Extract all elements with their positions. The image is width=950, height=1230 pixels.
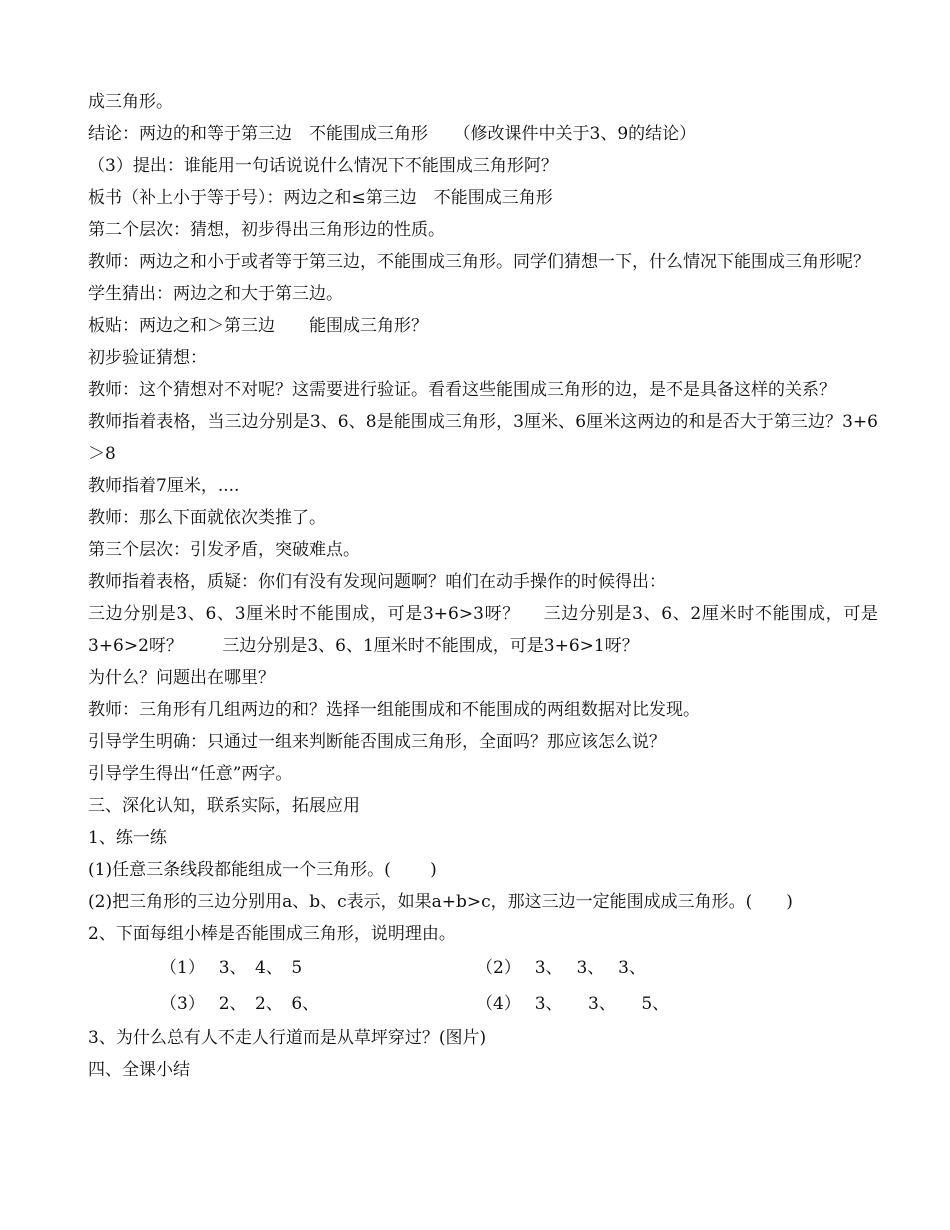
text-line: 结论：两边的和等于第三边 不能围成三角形 （修改课件中关于3、9的结论） bbox=[88, 124, 697, 144]
stick-group: （3） 2、 2、 6、 bbox=[160, 994, 320, 1014]
text-line: （3）提出：谁能用一句话说说什么情况下不能围成三角形阿？ bbox=[88, 156, 558, 176]
text-line: 引导学生明确：只通过一组来判断能否围成三角形，全面吗？那应该怎么说？ bbox=[88, 732, 666, 752]
text-line: 教师：这个猜想对不对呢？这需要进行验证。看看这些能围成三角形的边，是不是具备这样的关系？ bbox=[88, 380, 836, 400]
document-page bbox=[88, 86, 878, 1086]
section-heading: 三、深化认知，联系实际，拓展应用 bbox=[88, 796, 360, 816]
text-line: 板书（补上小于等于号）：两边之和≤第三边 不能围成三角形 bbox=[88, 188, 553, 208]
stick-row bbox=[88, 950, 878, 986]
text-line: 引导学生得出“任意”两字。 bbox=[88, 764, 293, 784]
text-line: 学生猜出：两边之和大于第三边。 bbox=[88, 284, 343, 304]
text-line: 第二个层次：猜想，初步得出三角形边的性质。 bbox=[88, 220, 445, 240]
exercise-item: (2)把三角形的三边分别用a、b、c表示，如果a+b>c，那这三边一定能围成成三角形。( ) bbox=[88, 892, 793, 912]
text-line: 成三角形。 bbox=[88, 92, 173, 112]
stick-group: （4） 3、 3、 5、 bbox=[476, 994, 670, 1014]
text-line: 教师指着7厘米，.... bbox=[88, 476, 240, 496]
text-line: 3、为什么总有人不走人行道而是从草坪穿过？(图片) bbox=[88, 1028, 487, 1048]
stick-row bbox=[88, 986, 878, 1022]
text-line: 为什么？问题出在哪里？ bbox=[88, 668, 275, 688]
section-heading: 四、全课小结 bbox=[88, 1060, 190, 1080]
text-line: 第三个层次：引发矛盾，突破难点。 bbox=[88, 540, 360, 560]
text-line: 初步验证猜想： bbox=[88, 348, 207, 368]
text-line: 板贴：两边之和＞第三边 能围成三角形？ bbox=[88, 316, 428, 336]
text-line: 教师指着表格，当三边分别是3、6、8是能围成三角形，3厘米、6厘米这两边的和是否大于第三边？3+6＞8 bbox=[88, 412, 878, 464]
text-line: 教师指着表格，质疑：你们有没有发现问题啊？咱们在动手操作的时候得出： bbox=[88, 572, 666, 592]
text-line: 教师：那么下面就依次类推了。 bbox=[88, 508, 326, 528]
text-line: 教师：三角形有几组两边的和？选择一组能围成和不能围成的两组数据对比发现。 bbox=[88, 700, 700, 720]
text-line: 2、下面每组小棒是否能围成三角形，说明理由。 bbox=[88, 924, 456, 944]
text-line: 1、练一练 bbox=[88, 828, 167, 848]
stick-group: （1） 3、 4、 5 bbox=[160, 958, 303, 978]
stick-group: （2） 3、 3、 3、 bbox=[476, 958, 646, 978]
text-line: 教师：两边之和小于或者等于第三边，不能围成三角形。同学们猜想一下，什么情况下能围成三角形呢？ bbox=[88, 252, 870, 272]
exercise-item: (1)任意三条线段都能组成一个三角形。( ) bbox=[88, 860, 437, 880]
text-line: 三边分别是3、6、3厘米时不能围成，可是3+6>3呀？ 三边分别是3、6、2厘米时不能围成，可是3+6>2呀？ 三边分别是3、6、1厘米时不能围成，可是3+6>1呀？ bbox=[88, 604, 878, 656]
